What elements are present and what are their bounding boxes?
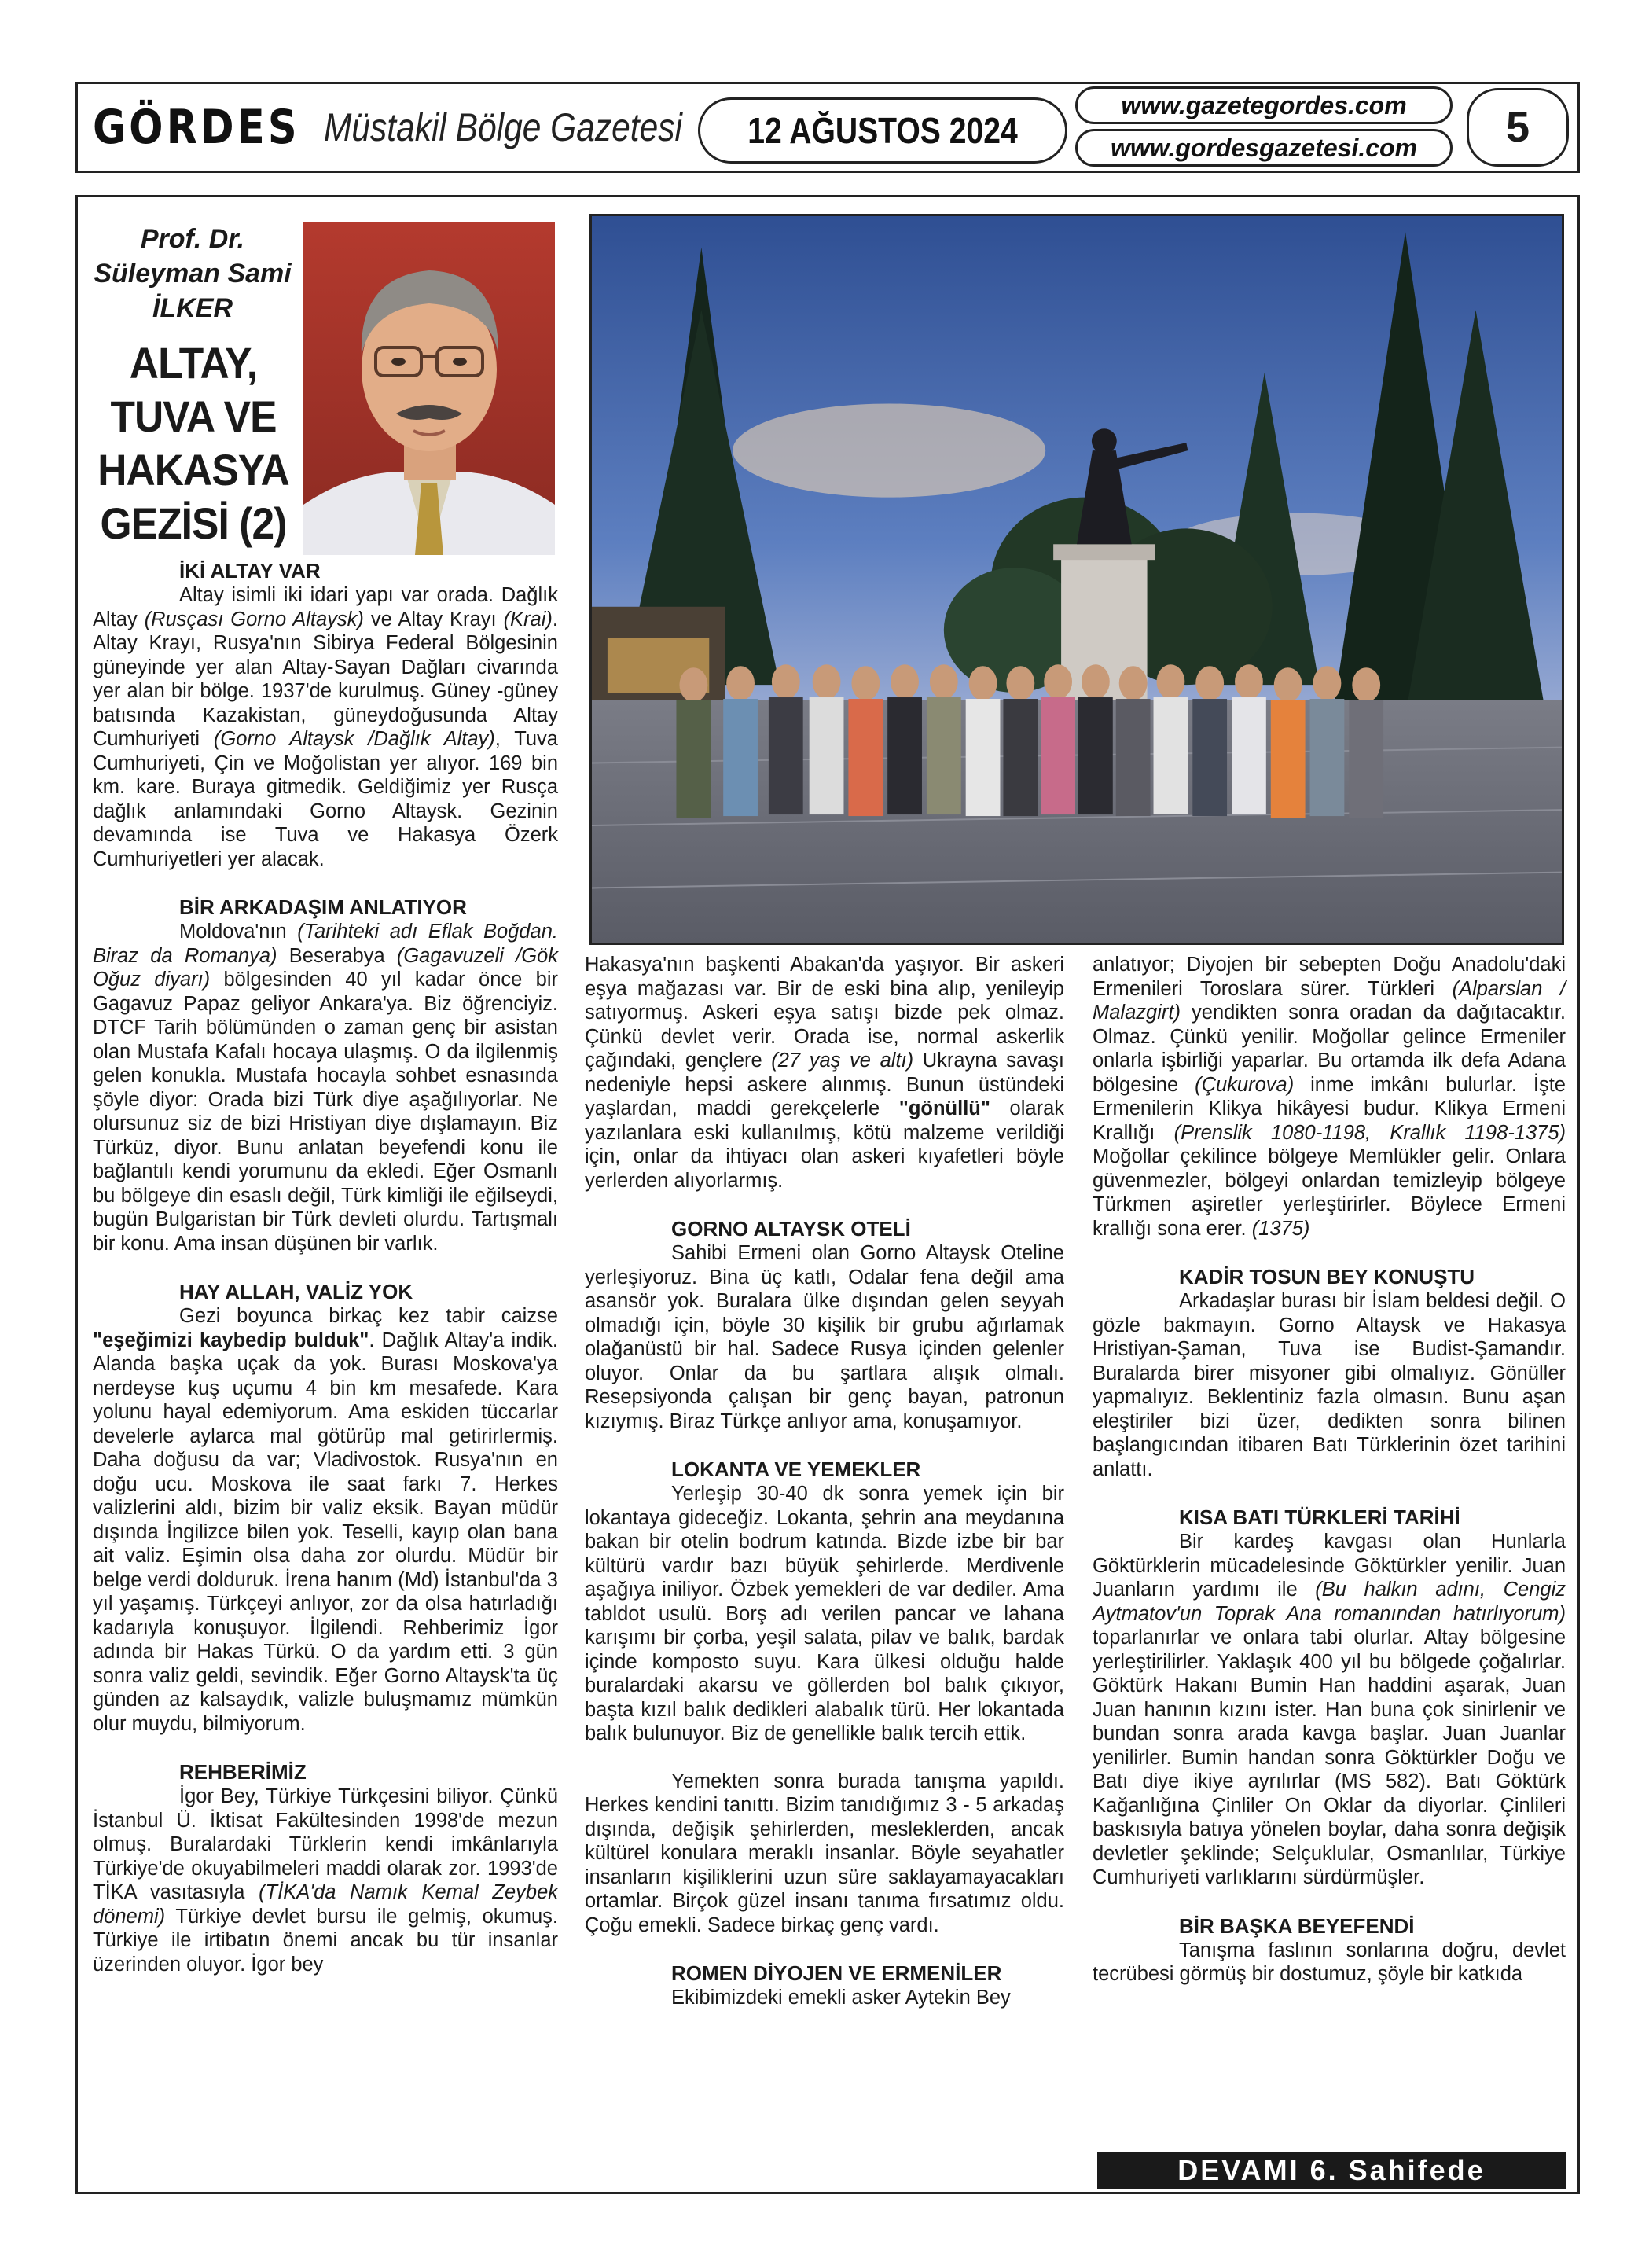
author-byline [93,222,292,325]
section-heading: ROMEN DİYOJEN VE ERMENİLER [671,1961,1002,1985]
column-1 [93,558,558,1976]
paragraph: Bir kardeş kavgası olan Hunlarla Göktürklerin mücadelesinde Göktürkler yenilir. Juan Juanların yardımı ile (Bu halkın adını, Cengiz Aytmatov'un Toprak Ana romanından hatırlıyorum) toparlanırlar ve onlara tabi olurlar. Altay bölgesine yerleştirilirler. Yaklaşık 400 yıl bu bölgede çoğalırlar. Göktürk Hakanı Bumin Han haddini aşarak, Juan Juan hanının kızını ister. Han buna çok sinirlenir ve bundan sonra arada kavga başlar. Juan Juanlar yenilirler. Bumin handan sonra Göktürkler Doğu ve Batı diye ikiye ayrılırlar (MS 582). Batı Göktürk Kağanlığına Çinliler On Oklar da diyorlar. Çinlileri baskısıyla batıya yönelen boylar, daha sonra değişik devletler şeklinde; Selçuklular, Osmanlılar, Türkiye Cumhuriyeti varlıklarını sürdürmüşler. [1093,1531,1566,1888]
website-link-2[interactable]: www.gordesgazetesi.com [1075,129,1453,167]
brand [93,93,746,162]
section-heading: İKİ ALTAY VAR [179,559,321,583]
paragraph: Tanışma faslının sonlarına doğru, devlet tecrübesi görmüş bir dostumuz, şöyle bir katkıda [1093,1939,1566,1985]
section-heading: HAY ALLAH, VALİZ YOK [179,1280,413,1303]
section-heading: GORNO ALTAYSK OTELİ [671,1217,911,1241]
paragraph: anlatıyor; Diyojen bir sebepten Doğu Anadolu'daki Ermenileri Toroslara sürer. Türkleri (Alparslan / Malazgirt) yendikten sonra oradan da dağıtacaktır. Olmaz. Çünkü yenilir. Moğollar gelince Ermeniler onlarla işbirliği yaparlar. Bu ortamda ilk defa Adana bölgesine (Çukurova) inme imkânı bulurlar. İşte Ermenilerin Klikya hikâyesi budur. Klikya Ermeni Krallığı (Prenslik 1080-1198, Krallık 1198-1375) Moğollar çekilince bölgeye Memlükler gelir. Onlara güvenmezler, bölgeyi onlardan temizleyip bölgeye Türkmen aşiretler yerleştirirler. Böylece Ermeni krallığı sona erer. (1375) [1093,954,1566,1240]
article-title: ALTAY, TUVA VE HAKASYA GEZİSİ (2) [97,338,289,548]
paragraph: Yerleşip 30-40 dk sonra yemek için bir lokantaya gideceğiz. Lokanta, şehrin ana meydanına bakan bir otelin bodrum katında. Bizde izbe bir bar kültürü vardır bazı büyük şehirlerde. Merdivenle aşağıya iniliyor. Özbek yemekleri de var dediler. Ama tabldot usulü. Borş adı verilen pancar ve lahana karışımı bir çorba, yeşil salata, pilav ve balık, bardak içinde komposto suyu. Kara ülkesi olduğu halde buralardaki akarsu ve göllerden bol balık çıkıyor, başta kızıl balık dedikleri alabalık türü. Her lokantada balık bulunuyor. Biz de genellikle balık tercih ettik. [585,1483,1064,1744]
paragraph: İgor Bey, Türkiye Türkçesini biliyor. Çünkü İstanbul Ü. İktisat Fakültesinden 1998'de mezun olmuş. Buralardaki Türklerin kendi imkânlarıyla Türkiye'de okuyabilmeleri maddi olarak zor. 1993'de TİKA vasıtasıyla (TİKA'da Namık Kemal Zeybek dönemi) Türkiye devlet bursu ile gelmiş, okumuş. Türkiye ile irtibatın önemi ancak bu tür insanlar üzerinden oluyor. İgor bey [93,1785,559,1976]
issue-date: 12 AĞUSTOS 2024 [698,97,1067,164]
section-heading: BİR BAŞKA BEYEFENDİ [1179,1913,1415,1938]
brand-subtitle: Müstakil Bölge Gazetesi [324,105,683,149]
section-heading: REHBERİMİZ [179,1760,307,1784]
column-3 [1093,953,1566,1987]
author-portrait [303,222,555,555]
group-photo [589,214,1564,945]
paragraph: Altay isimli iki idari yapı var orada. Dağlık Altay (Rusçası Gorno Altaysk) ve Altay Krayı (Krai). Altay Krayı, Rusya'nın Sibirya Federal Bölgesinin güneyinde yer alan Altay-Sayan Dağları civarında yer alan bir bölge. 1937'de kurulmuş. Güney -güney batısında Kazakistan, güneydoğusunda Altay Cumhuriyeti (Gorno Altaysk /Dağlık Altay), Tuva Cumhuriyeti, Çin ve Moğolistan yer alıyor. 169 bin km. kare. Buraya gitmedik. Geldiğimiz yer Rusça dağlık anlamındaki Gorno Altaysk. Gezinin devamında ise Tuva ve Hakasya Özerk Cumhuriyetleri yer alacak. [93,584,558,870]
column-2 [585,953,1064,2010]
section-heading: KADİR TOSUN BEY KONUŞTU [1179,1265,1475,1288]
paragraph: Arkadaşlar burası bir İslam beldesi değil. O gözle bakmayın. Gorno Altaysk ve Hakasya Hristiyan-Şaman, Tuva ise Budist-Şamandır. Buralarda birer misyoner gibi olmalıyız. Gönüller yapmalıyız. Beklentiniz fazla olmasın. Bunu aşan eleştiriler bizi üzer, dedikten sonra bilinen başlangıcından itibaren Batı Türklerinin özet tarihini anlattı. [1093,1290,1566,1480]
section-heading: BİR ARKADAŞIM ANLATIYOR [179,895,467,919]
paragraph: Hakasya'nın başkenti Abakan'da yaşıyor. Bir askeri eşya mağazası var. Bir de eski bina alıp, yenileyip satıyormuş. Askeri eşya satışı bizde pek olmaz. Çünkü devlet verir. Orada ise, normal askerlik çağındaki, gençlere (27 yaş ve altı) Ukrayna savaşı nedeniyle hepsi askere alınmış. Bunun üstündeki yaşlardan, maddi gerekçelerle "gönüllü" olarak yazılanlara eski kullanılmış, kötü malzeme verildiği için, onlar da ihtiyacı olan askeri kıyafetleri böyle yerlerden alıyorlarmış. [585,954,1065,1192]
brand-name: GÖRDES [93,100,300,155]
author-title: Prof. Dr. [140,224,245,254]
author-first-name: Süleyman Sami [94,259,292,289]
continued-on-page-label: DEVAMI 6. Sahifede [1097,2152,1566,2189]
section-heading: LOKANTA VE YEMEKLER [671,1457,921,1481]
paragraph: Gezi boyunca birkaç kez tabir caizse "eşeğimizi kaybedip bulduk". Dağlık Altay'a indik. Alanda başka uçak da yok. Burası Moskova'ya nerdeyse kuş uçumu 4 bin km mesafede. Kara yolunu hayal edemiyorum. Ama eskiden tüccarlar develerle aylarca mal götürüp mal getirirlermiş. Daha doğusu da var; Vladivostok. Rusya'nın en doğu ucu. Moskova ile saat farkı 7. Herkes valizlerini aldı, bizim bir valiz eksik. Bayan müdür dışında İngilizce bilen yok. Teselli, kayıp olan bana ait valiz. Eşimin olsa daha zor olurdu. Müdür bir belge verdi dolduruk. İrena hanım (Md) İstanbul'da 3 yıl yaşamış. Türkçeyi anlıyor, zor da olsa hatırladığı kadarıyla konuşuyor. İlgilendi. Rehberimiz İgor adında bir Hakas Türkü. O da yardım etti. 3 gün sonra valiz geldi, sevindik. Eğer Gorno Altaysk'ta üç günden az kalsaydık, valizle buluşmamız mümkün olur muydu, bilmiyorum. [93,1305,559,1735]
paragraph: Yemekten sonra burada tanışma yapıldı. Herkes kendini tanıttı. Bizim tanıdığımız 3 - 5 arkadaş dışında, değişik şehirlerden, mesleklerden, ancak kültürel konulara meraklı insanlar. Böyle seyahatler insanların kişiliklerini uzun süre saklayamayacakları ortamlar. Birçok güzel insanı tanıma fırsatımız oldu. Çoğu emekli. Sadece birkaç genç vardı. [585,1770,1064,1936]
website-link-1[interactable]: www.gazetegordes.com [1075,86,1453,124]
section-heading: KISA BATI TÜRKLERİ TARİHİ [1179,1505,1460,1529]
author-surname: İLKER [152,293,233,323]
paragraph: Ekibimizdeki emekli asker Aytekin Bey [671,1987,1011,2009]
paragraph: Moldova'nın (Tarihteki adı Eflak Boğdan. Biraz da Romanya) Beserabya (Gagavuzeli /Gök Oğuz diyarı) bölgesinden 40 yıl kadar önce bir Gagavuz Papaz geliyor Ankara'ya. Biz öğrenciyiz. DTCF Tarih bölümünden o zaman genç bir asistan olan Mustafa Kafalı hocaya ulaşmış. O da ilgilenmiş gelen konukla. Mustafa hocayla sohbet esnasında şöyle diyor: Orada bizi Türk diye aşağılıyorlar. Ne olursunuz siz de bizi Hristiyan diye dışlamayın. Biz Türküz, diyor. Bunu anlatan beyefendi konu ile bağlantılı kendi yorumunu da ekledi. Eğer Osmanlı bu bölgeye din esaslı değil, Türk kimliği ile eğilseydi, bugün Bulgaristan bir Türk devleti olurdu. Tartışmalı bir konu. Ama insan düşünen bir varlık. [93,921,558,1255]
page-number: 5 [1467,88,1569,167]
paragraph: Sahibi Ermeni olan Gorno Altaysk Oteline yerleşiyoruz. Bina üç katlı, Odalar fena değil ama asansör yok. Buralara ülke dışından gelen seyyah olmadığı için, böyle 30 kişilik bir grubu ağırlamak olağanüstü bir hal. Sadece Rusya içinden gelenler oluyor. Onlar da bu şartlara alışık olmalı. Resepsiyonda çalışan bir genç bayan, patronun kızıymış. Biraz Türkçe anlıyor ama, konuşamıyor. [585,1242,1064,1432]
